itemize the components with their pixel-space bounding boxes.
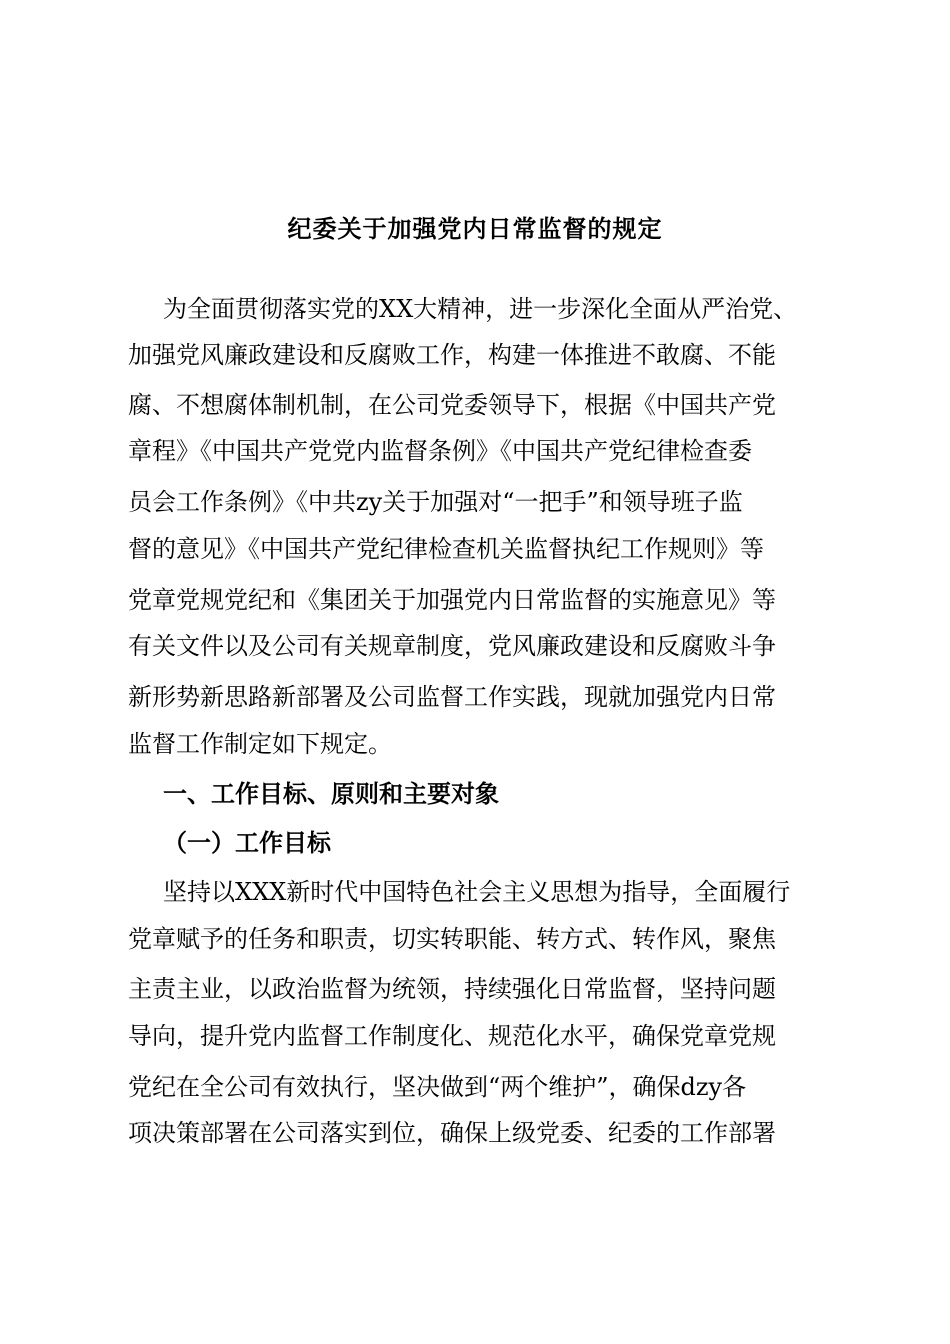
intro-line: 党章党规党纪和《集团关于加强党内日常监督的实施意见》等 [128, 586, 776, 614]
section-heading: 一、工作目标、原则和主要对象 [163, 779, 499, 808]
intro-line: 督的意见》《中国共产党纪律检查机关监督执纪工作规则》等 [128, 535, 764, 563]
document-title: 纪委关于加强党内日常监督的规定 [287, 214, 663, 243]
intro-line: 加强党风廉政建设和反腐败工作，构建一体推进不敢腐、不能 [128, 341, 776, 369]
goal-line: 导向，提升党内监督工作制度化、规范化水平，确保党章党规 [128, 1022, 776, 1050]
intro-line: 腐、不想腐体制机制，在公司党委领导下，根据《中国共产党 [128, 391, 776, 419]
intro-line: 员会工作条例》《中共zy关于加强对“一把手”和领导班子监 [128, 488, 743, 516]
subsection-heading: （一）工作目标 [163, 828, 331, 857]
intro-line: 监督工作制定如下规定。 [128, 730, 392, 758]
goal-line: 主责主业，以政治监督为统领，持续强化日常监督，坚持问题 [128, 975, 776, 1003]
goal-line: 项决策部署在公司落实到位，确保上级党委、纪委的工作部署 [128, 1119, 776, 1147]
intro-line: 有关文件以及公司有关规章制度，党风廉政建设和反腐败斗争 [128, 632, 776, 660]
goal-line: 党章赋予的任务和职责，切实转职能、转方式、转作风，聚焦 [128, 925, 776, 953]
intro-line: 章程》《中国共产党党内监督条例》《中国共产党纪律检查委 [128, 437, 752, 465]
goal-line: 党纪在全公司有效执行，坚决做到“两个维护”，确保dzy各 [128, 1073, 747, 1101]
intro-line: 新形势新思路新部署及公司监督工作实践，现就加强党内日常 [128, 683, 776, 711]
intro-line: 为全面贯彻落实党的XX大精神，进一步深化全面从严治党、 [163, 295, 798, 323]
goal-line: 坚持以XXX新时代中国特色社会主义思想为指导，全面履行 [163, 878, 791, 906]
